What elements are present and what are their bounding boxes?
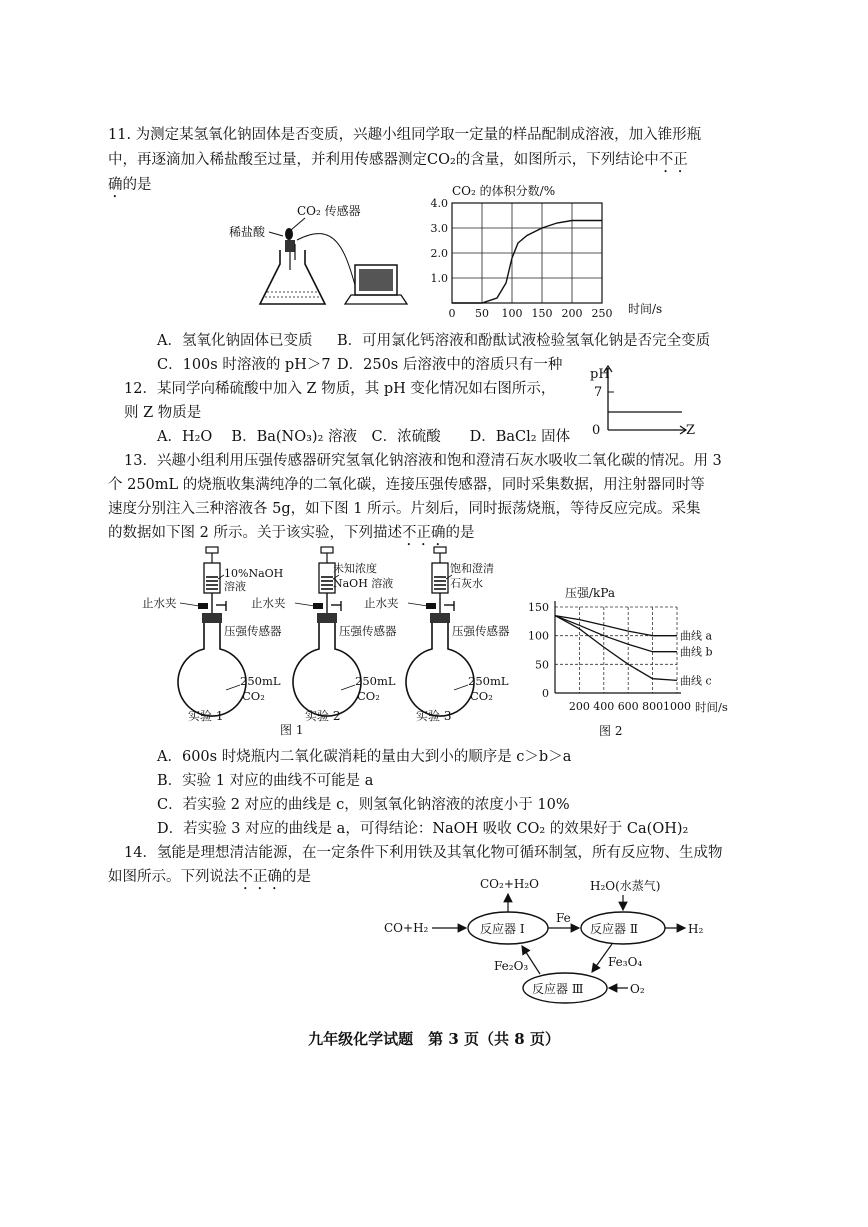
- label-co2-sensor: CO₂ 传感器: [297, 204, 361, 218]
- chart2-y-tick-label: 100: [528, 629, 549, 643]
- q11-option-a: A．氢氧化钠固体已变质: [157, 333, 313, 349]
- input-co-h2: CO+H₂: [384, 921, 429, 935]
- q13-stem-text: 的数据如下图 2 所示。关于该实验，下列描述: [108, 525, 402, 541]
- q11-stem-line-3: [108, 176, 152, 201]
- q14-stem-line-1: 14．氢能是理想清洁能源，在一定条件下利用铁及其氧化物可循环制氢，所有反应物、生成物: [124, 845, 723, 861]
- chart2-x-tick-label: 200: [568, 700, 590, 713]
- chart2-x-tick-label: 1000: [663, 700, 691, 713]
- chart2-y-tick-label: 0: [542, 687, 549, 700]
- clamp-label: 止水夹: [251, 596, 286, 610]
- page-footer: 九年级化学试题 第 3 页（共 8 页）: [308, 1030, 560, 1048]
- stopper: [317, 613, 337, 623]
- clamp-label: 止水夹: [142, 596, 177, 610]
- clamp-label: 止水夹: [364, 596, 399, 610]
- flask-gas-label: CO₂: [470, 689, 493, 703]
- chart2-series-line: [555, 616, 677, 681]
- exp2-solution-line2: NaOH 溶液: [333, 577, 394, 590]
- q13-figure-1: [140, 545, 530, 740]
- output-h2: H₂: [688, 922, 704, 936]
- q12-options: A．H₂O B．Ba(NO₃)₂ 溶液 C．浓硫酸 D．BaCl₂ 固体: [157, 429, 571, 445]
- q11-stem-line-1: 11. 为测定某氢氧化钠固体是否变质，兴趣小组同学取一定量的样品配制成溶液，加入锥形瓶: [108, 127, 702, 143]
- flask-volume-label: 250mL: [468, 674, 509, 688]
- chart2-x-tick-label: 400: [593, 700, 615, 713]
- chart2-series-label: 曲线 a: [680, 629, 713, 643]
- chart1-y-tick-label: 2.0: [430, 247, 448, 260]
- flask-gas-label: CO₂: [357, 689, 380, 703]
- label-fe2o3: Fe₂O₃: [494, 959, 529, 973]
- q12-stem-line-2: 则 Z 物质是: [124, 405, 202, 421]
- flask-gas-label: CO₂: [242, 689, 265, 703]
- q14-reactor-diagram: [380, 870, 710, 1010]
- chart2-x-tick-label: 800: [642, 700, 664, 713]
- q12-stem-line-1: 12．某同学向稀硫酸中加入 Z 物质，其 pH 变化情况如右图所示，: [124, 381, 556, 397]
- chart1-y-tick-label: 4.0: [430, 197, 448, 210]
- flask-pointer: [341, 685, 355, 690]
- q11-emphasis: 不正: [658, 152, 688, 168]
- sensor-label: 压强传感器: [224, 624, 282, 638]
- input-water-vapor: H₂O(水蒸气): [590, 879, 661, 893]
- q11-stem-line-2: [108, 151, 688, 176]
- q11-stem-text: 中，再逐滴加入稀盐酸至过量，并利用传感器测定CO₂的含量，如图所示，下列结论中: [108, 152, 659, 168]
- input-o2: O₂: [630, 982, 645, 996]
- chart2-title: 压强/kPa: [565, 586, 616, 600]
- exp2-caption: 实验 2: [305, 709, 341, 723]
- q12-ylabel: pH: [590, 367, 610, 382]
- q13-option-d: D．若实验 3 对应的曲线是 a，可得结论：NaOH 吸收 CO₂ 的效果好于 Ca(OH)₂: [157, 821, 689, 837]
- flask-pointer: [454, 685, 468, 690]
- q11-option-d: D．250s 后溶液中的溶质只有一种: [337, 357, 563, 373]
- q14-stem-line-2: [108, 868, 311, 893]
- exp3-solution-line1: 饱和澄清: [450, 562, 494, 575]
- experiment-1: [188, 567, 283, 723]
- reactor-3-label: 反应器 Ⅲ: [532, 982, 584, 996]
- q11-option-b: B．可用氯化钙溶液和酚酞试液检验氢氧化钠是否完全变质: [337, 333, 711, 349]
- chart1-x-tick-label: 200: [561, 307, 583, 320]
- q11-emphasis-2: 确: [108, 177, 123, 193]
- chart1-x-tick-label: 50: [475, 307, 489, 320]
- q13-option-c: C．若实验 2 对应的曲线是 c，则氢氧化钠溶液的浓度小于 10%: [157, 797, 570, 813]
- chart1-title: CO₂ 的体积分数/%: [452, 184, 556, 198]
- q13-option-b: B．实验 1 对应的曲线不可能是 a: [157, 773, 374, 789]
- reactor-1-label: 反应器 Ⅰ: [480, 922, 525, 936]
- chart1-x-tick-label: 150: [531, 307, 553, 320]
- exp2-solution-line1: 未知浓度: [333, 562, 377, 575]
- q13-emphasis: 不正确: [401, 525, 446, 541]
- q14-stem-end: 的是: [282, 869, 311, 885]
- label-dilute-hcl: 稀盐酸: [229, 225, 266, 239]
- q14-emphasis: 不正确: [238, 869, 282, 885]
- output-co2-h2o: CO₂+H₂O: [480, 877, 539, 891]
- clamp: [198, 603, 208, 609]
- chart2-xlabel: 时间/s: [695, 700, 728, 714]
- syringe-plunger: [321, 547, 333, 553]
- syringe-plunger: [434, 547, 446, 553]
- syringe-plunger: [206, 547, 218, 553]
- clamp: [426, 603, 436, 609]
- q11-apparatus-figure: [225, 200, 425, 312]
- q11-option-c: C．100s 时溶液的 pH＞7: [157, 357, 331, 373]
- exp3-caption: 实验 3: [416, 709, 452, 723]
- flask-volume-label: 250mL: [240, 674, 281, 688]
- q13-stem-line-3: 速度分别注入三种溶液各 5g，如下图 1 所示。片刻后，同时振荡烧瓶，等待反应完成。采集: [108, 501, 701, 517]
- q13-pressure-chart: [528, 583, 750, 743]
- q13-stem-end: 的是: [445, 525, 475, 541]
- q12-tick-7: 7: [594, 385, 603, 400]
- stopper: [202, 613, 222, 623]
- chart1-y-tick-label: 1.0: [430, 272, 448, 285]
- reactor-2-label: 反应器 Ⅱ: [590, 922, 638, 936]
- chart1-x-tick-label: 250: [591, 307, 613, 320]
- label-fe: Fe: [556, 911, 571, 925]
- chart1-series-line: [452, 221, 602, 304]
- exp1-solution-line1: 10%NaOH: [224, 567, 284, 580]
- q11-co2-chart: [420, 184, 663, 320]
- figure-1-caption: 图 1: [280, 723, 304, 737]
- q11-stem-end: 的是: [122, 177, 152, 193]
- sensor-label: 压强传感器: [452, 624, 510, 638]
- exp1-caption: 实验 1: [188, 709, 224, 723]
- q12-xlabel: Z: [686, 423, 696, 438]
- q14-stem-text: 如图所示。下列说法: [108, 869, 239, 885]
- clamp: [313, 603, 323, 609]
- chart2-x-tick-label: 600: [617, 700, 639, 713]
- flask-pointer: [226, 685, 240, 690]
- label-fe3o4: Fe₃O₄: [608, 955, 643, 969]
- chart1-x-tick-label: 100: [501, 307, 523, 320]
- exp1-solution-line2: 溶液: [224, 580, 246, 593]
- chart2-y-tick-label: 50: [535, 658, 549, 672]
- chart2-series-line: [555, 616, 677, 652]
- q12-ph-graph: [590, 362, 720, 438]
- q12-origin: 0: [592, 423, 601, 438]
- chart1-y-tick-label: 3.0: [430, 222, 448, 235]
- chart1-x-tick-label: 0: [448, 307, 456, 320]
- flask-volume-label: 250mL: [355, 674, 396, 688]
- exp3-solution-line2: 石灰水: [450, 577, 483, 590]
- q13-stem-line-2: 个 250mL 的烧瓶收集满纯净的二氧化碳，连接压强传感器，同时采集数据，用注射器同时等: [108, 477, 705, 493]
- q13-option-a: A．600s 时烧瓶内二氧化碳消耗的量由大到小的顺序是 c＞b＞a: [157, 749, 572, 765]
- figure-2-caption: 图 2: [599, 724, 623, 738]
- chart2-y-tick-label: 150: [528, 601, 549, 614]
- chart2-series-label: 曲线 c: [680, 674, 712, 688]
- q13-stem-line-1: 13．兴趣小组利用压强传感器研究氢氧化钠溶液和饱和澄清石灰水吸收二氧化碳的情况。用 3: [124, 453, 722, 469]
- sensor-label: 压强传感器: [339, 624, 397, 638]
- stopper: [430, 613, 450, 623]
- chart2-series-label: 曲线 b: [680, 645, 713, 659]
- chart1-xlabel: 时间/s: [628, 302, 663, 316]
